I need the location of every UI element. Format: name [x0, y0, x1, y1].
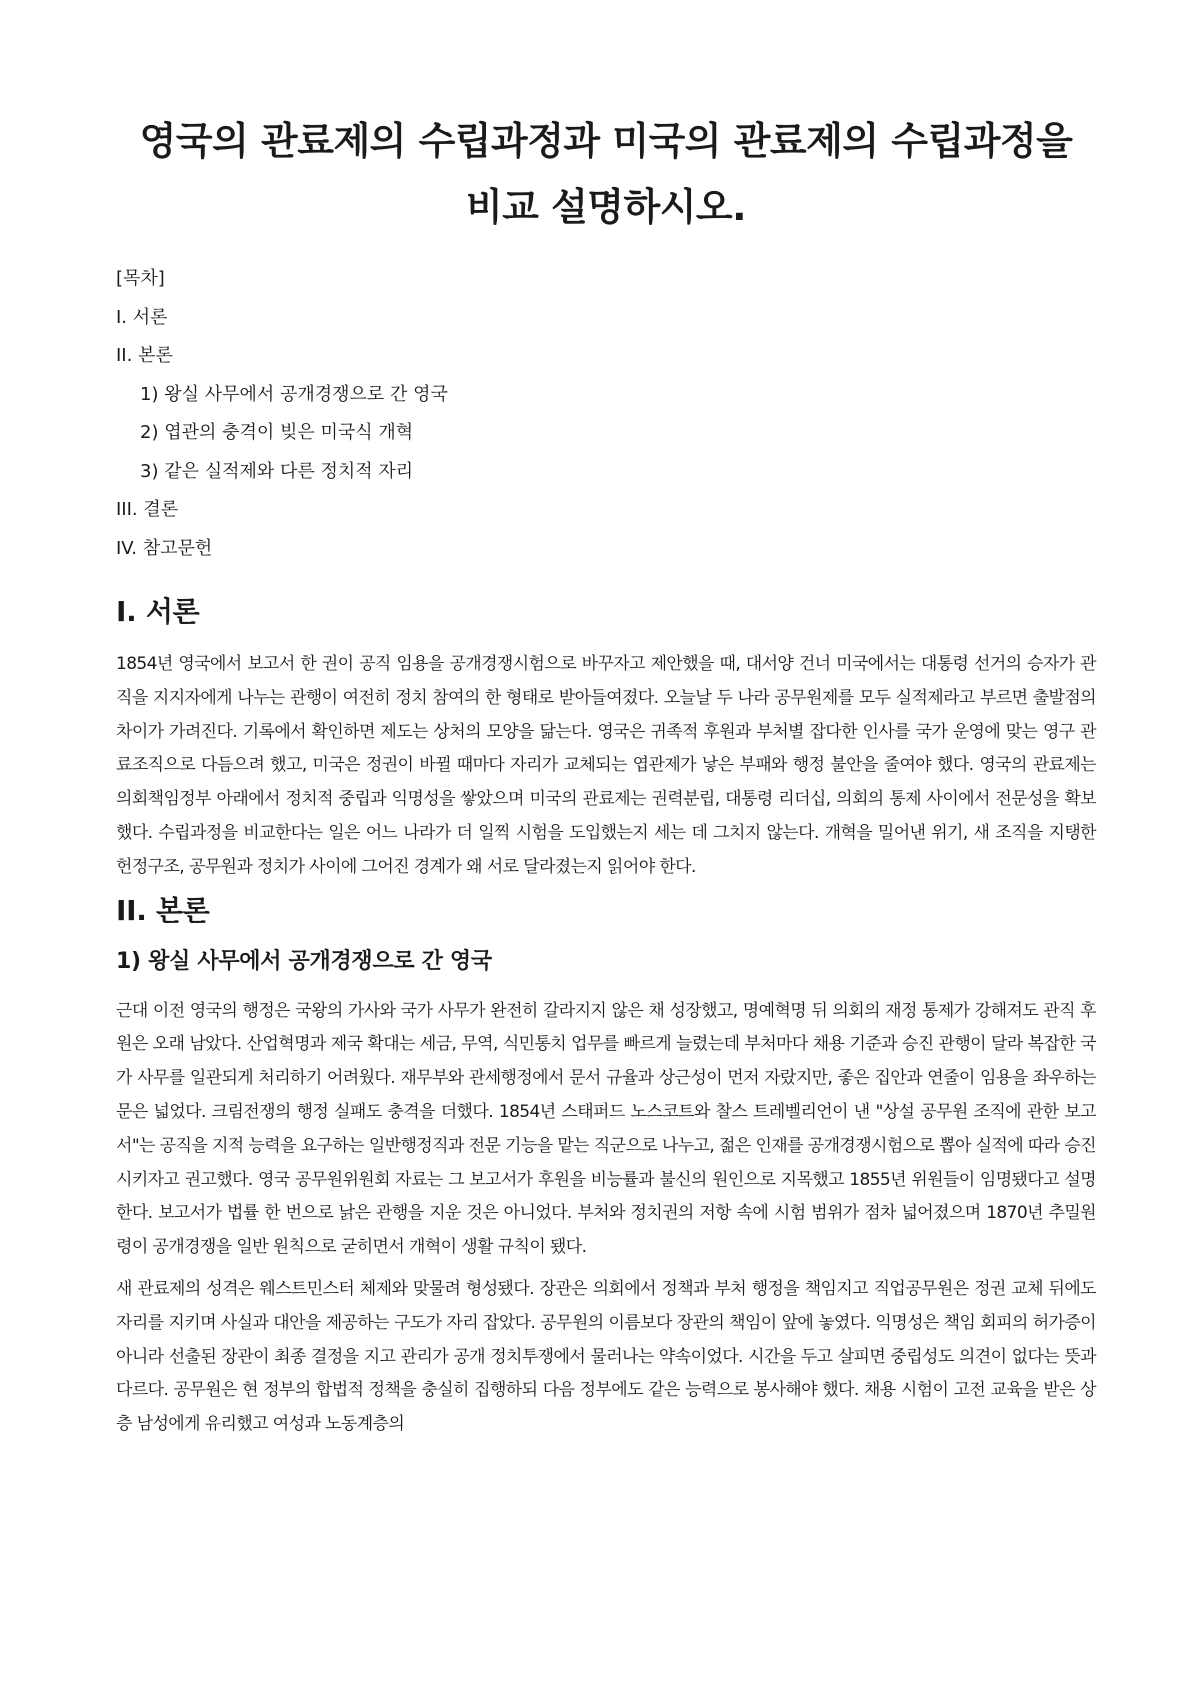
toc-item-body-3: 3) 같은 실적제와 다른 정치적 자리: [140, 460, 414, 482]
document-page: [116, 108, 1096, 1450]
toc-item-intro: I. 서론: [116, 306, 168, 328]
document-title: 영국의 관료제의 수립과정과 미국의 관료제의 수립과정을 비교 설명하시오.: [139, 119, 1073, 229]
table-of-contents: [116, 260, 1096, 568]
section-heading-intro: I. 서론: [116, 595, 200, 628]
intro-paragraph: 1854년 영국에서 보고서 한 권이 공직 임용을 공개경쟁시험으로 바꾸자고 제안했을 때, 대서양 건너 미국에서는 대통령 선거의 승자가 관직을 지지자에게 나누는 관행이 여전히 정치 참여의 한 형태로 받아들여졌다. 오늘날 두 나라 공무원제를 모두 실적제라고 부르면 출발점의 차이가 가려진다. 기록에서 확인하면 제도는 상처의 모양을 닮는다. 영국은 귀족적 후원과 부처별 잡다한 인사를 국가 운영에 맞는 영구 관료조직으로 다듬으려 했고, 미국은 정권이 바뀔 때마다 자리가 교체되는 엽관제가 낳은 부패와 행정 불안을 줄여야 했다. 영국의 관료제는 의회책임정부 아래에서 정치적 중립과 익명성을 쌓았으며 미국의 관료제는 권력분립, 대통령 리더십, 의회의 통제 사이에서 전문성을 확보했다. 수립과정을 비교한다는 일은 어느 나라가 더 일찍 시험을 도입했는지 세는 데 그치지 않는다. 개혁을 밀어낸 위기, 새 조직을 지탱한 헌정구조, 공무원과 정치가 사이에 그어진 경계가 왜 서로 달라졌는지 읽어야 한다.: [116, 654, 1096, 877]
toc-item-conclusion: III. 결론: [116, 499, 179, 520]
toc-item-body-1: 1) 왕실 사무에서 공개경쟁으로 간 영국: [140, 383, 448, 405]
toc-item-body: II. 본론: [116, 345, 173, 366]
toc-item-references: IV. 참고문헌: [116, 537, 213, 559]
section-heading-body: II. 본론: [116, 893, 210, 927]
body-paragraph-1: 근대 이전 영국의 행정은 국왕의 가사와 국가 사무가 완전히 갈라지지 않은 채 성장했고, 명예혁명 뒤 의회의 재정 통제가 강해져도 관직 후원은 오래 남았다. 산업혁명과 제국 확대는 세금, 무역, 식민통치 업무를 빠르게 늘렸는데 부처마다 채용 기준과 승진 관행이 달라 복잡한 국가 사무를 일관되게 처리하기 어려웠다. 재무부와 관세행정에서 문서 규율과 상근성이 먼저 자랐지만, 좋은 집안과 연줄이 임용을 좌우하는 문은 넓었다. 크림전쟁의 행정 실패도 충격을 더했다. 1854년 스태퍼드 노스코트와 찰스 트레벨리언이 낸 "상설 공무원 조직에 관한 보고서"는 공직을 지적 능력을 요구하는 일반행정직과 전문 기능을 맡는 직군으로 나누고, 젊은 인재를 공개경쟁시험으로 뽑아 실적에 따라 승진시키자고 권고했다. 영국 공무원위원회 자료는 그 보고서가 후원을 비능률과 불신의 원인으로 지목했고 1855년 위원들이 임명됐다고 설명한다. 보고서가 법률 한 번으로 낡은 관행을 지운 것은 아니었다. 부처와 정치권의 저항 속에 시험 범위가 점차 넓어졌으며 1870년 추밀원령이 공개경쟁을 일반 원칙으로 굳히면서 개혁이 생활 규칙이 됐다.: [116, 1000, 1096, 1258]
toc-heading: [목차]: [116, 268, 165, 289]
subsection-heading-1: 1) 왕실 사무에서 공개경쟁으로 간 영국: [116, 948, 492, 974]
toc-item-body-2: 2) 엽관의 충격이 빚은 미국식 개혁: [140, 422, 414, 443]
body-paragraph-2: 새 관료제의 성격은 웨스트민스터 체제와 맞물려 형성됐다. 장관은 의회에서 정책과 부처 행정을 책임지고 직업공무원은 정권 교체 뒤에도 자리를 지키며 사실과 대안을 제공하는 구도가 자리 잡았다. 공무원의 이름보다 장관의 책임이 앞에 놓였다. 익명성은 책임 회피의 허가증이 아니라 선출된 장관이 최종 결정을 지고 관리가 공개 정치투쟁에서 물러나는 약속이었다. 시간을 두고 살피면 중립성도 의견이 없다는 뜻과 다르다. 공무원은 현 정부의 합법적 정책을 충실히 집행하되 다음 정부에도 같은 능력으로 봉사해야 했다. 채용 시험이 고전 교육을 받은 상층 남성에게 유리했고 여성과 노동계층의: [116, 1278, 1096, 1435]
